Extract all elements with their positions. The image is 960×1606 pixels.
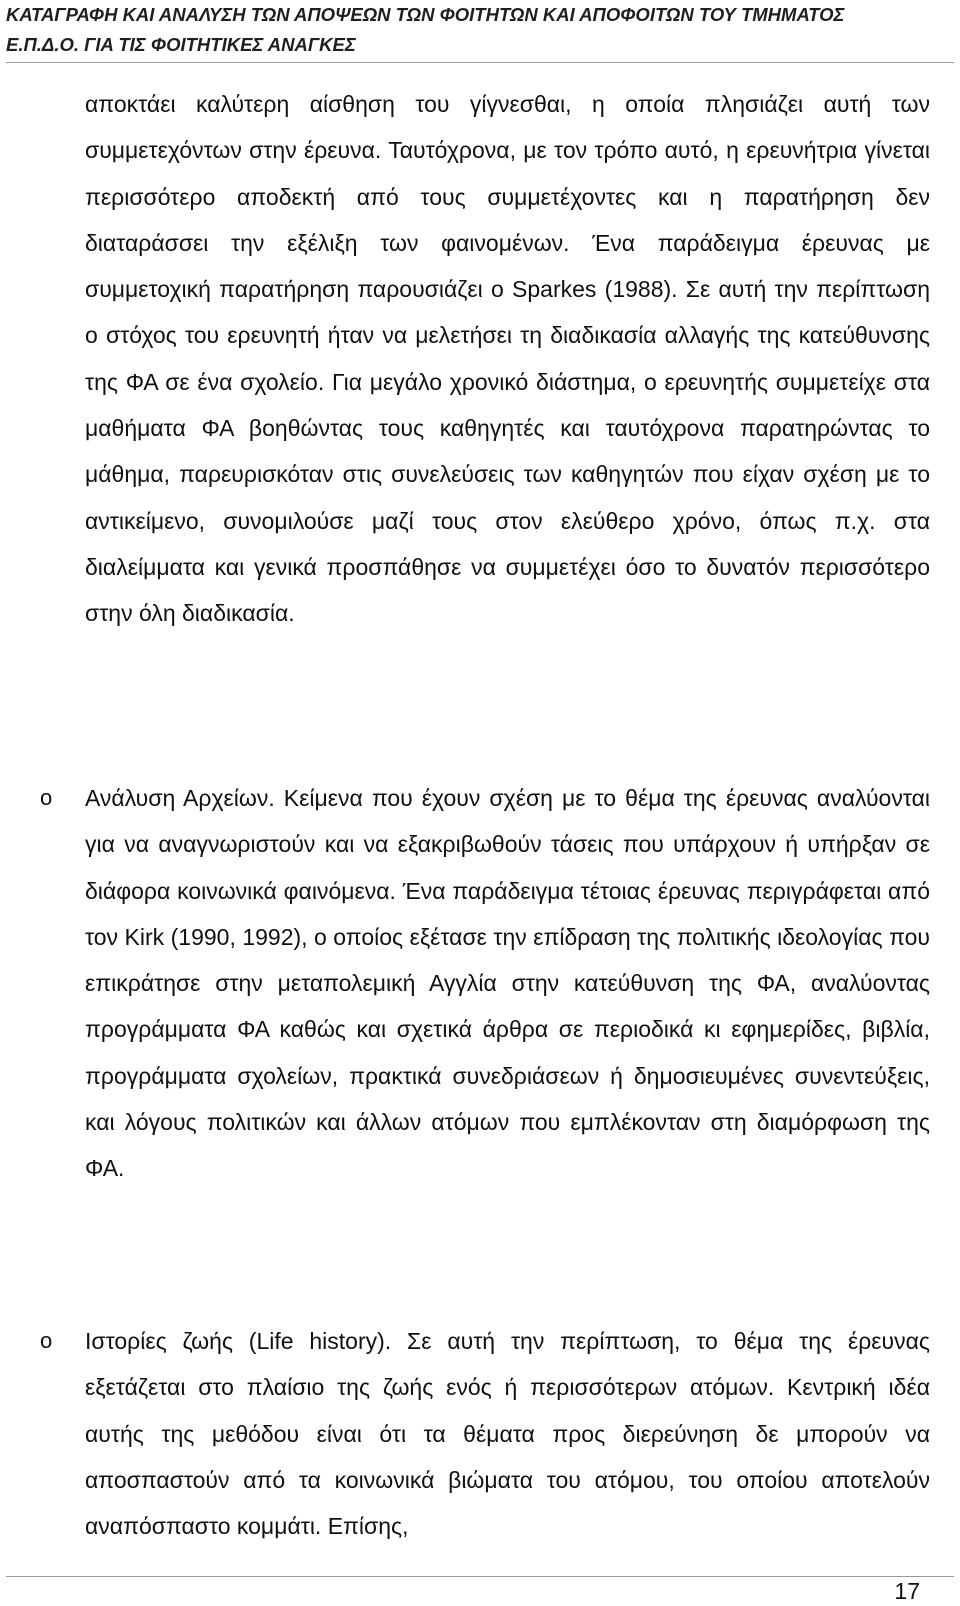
list-item-text: Ανάλυση Αρχείων. Κείμενα που έχουν σχέση με το θέμα της έρευνας αναλύονται για να αναγνωριστούν και να εξακριβωθούν τάσεις που υπάρχουν ή υπήρξαν σε διάφορα κοινωνικά φαινόμενα. Ένα παράδειγμα τέτοιας έρευνας περιγράφεται από τον Kirk (1990, 1992), ο οποίος εξέτασε την επίδραση της πολιτικής ιδεολογίας που επικράτησε στην μεταπολεμική Αγγλία στην κατεύθυνση της ΦΑ, αναλύοντας προγράμματα ΦΑ καθώς και σχετικά άρθρα σε περιοδικά κι εφημερίδες, βιβλία, προγράμματα σχολείων, πρακτικά συνεδριάσεων ή δημοσιευμένες συνεντεύξεις, και λόγους πολιτικών και άλλων ατόμων που εμπλέκονταν στη διαμόρφωση της ΦΑ. (85, 785, 930, 1182)
bullet-marker: o (40, 1328, 53, 1353)
header-line-2: Ε.Π.Δ.Ο. ΓΙΑ ΤΙΣ ΦΟΙΤΗΤΙΚΕΣ ΑΝΑΓΚΕΣ (6, 34, 356, 55)
body-paragraph: αποκτάει καλύτερη αίσθηση του γίγνεσθαι, η οποία πλησιάζει αυτή των συμμετεχόντων στην έρευνα. Ταυτόχρονα, με τον τρόπο αυτό, η ερευνήτρια γίνεται περισσότερο αποδεκτή από τους συμμετέχοντες και η παρατήρηση δεν διαταράσσει την εξέλιξη των φαινομένων. Ένα παράδειγμα έρευνας με συμμετοχική παρατήρηση παρουσιάζει ο Sparkes (1988). Σε αυτή την περίπτωση ο στόχος του ερευνητή ήταν να μελετήσει τη διαδικασία αλλαγής της κατεύθυνσης της ΦΑ σε ένα σχολείο. Για μεγάλο χρονικό διάστημα, ο ερευνητής συμμετείχε στα μαθήματα ΦΑ βοηθώντας τους καθηγητές και ταυτόχρονα παρατηρώντας το μάθημα, παρευρισκόταν στις συνελεύσεις των καθηγητών που είχαν σχέση με το αντικείμενο, συνομιλούσε μαζί τους στον ελεύθερο χρόνο, όπως π.χ. στα διαλείμματα και γενικά προσπάθησε να συμμετέχει όσο το δυνατόν περισσότερο στην όλη διαδικασία. (85, 91, 930, 627)
list-item-text: Ιστορίες ζωής (Life history). Σε αυτή την περίπτωση, το θέμα της έρευνας εξετάζεται στο πλαίσιο της ζωής ενός ή περισσότερων ατόμων. Κεντρική ιδέα αυτής της μεθόδου είναι ότι τα θέματα προς διερεύνηση δε μπορούν να αποσπαστούν από τα κοινωνικά βιώματα του ατόμου, του οποίου αποτελούν αναπόσπαστο κομμάτι. Επίσης, (85, 1328, 930, 1540)
page-number: 17 (894, 1578, 920, 1604)
header-divider (6, 62, 954, 63)
running-header (6, 0, 954, 60)
footer-divider (6, 1576, 954, 1577)
bullet-marker: o (40, 785, 53, 810)
header-line-1: ΚΑΤΑΓΡΑΦΗ ΚΑΙ ΑΝΑΛΥΣΗ ΤΩΝ ΑΠΟΨΕΩΝ ΤΩΝ ΦΟΙΤΗΤΩΝ ΚΑΙ ΑΠΟΦΟΙΤΩΝ ΤΟΥ ΤΜΗΜΑΤΟΣ (6, 4, 845, 25)
